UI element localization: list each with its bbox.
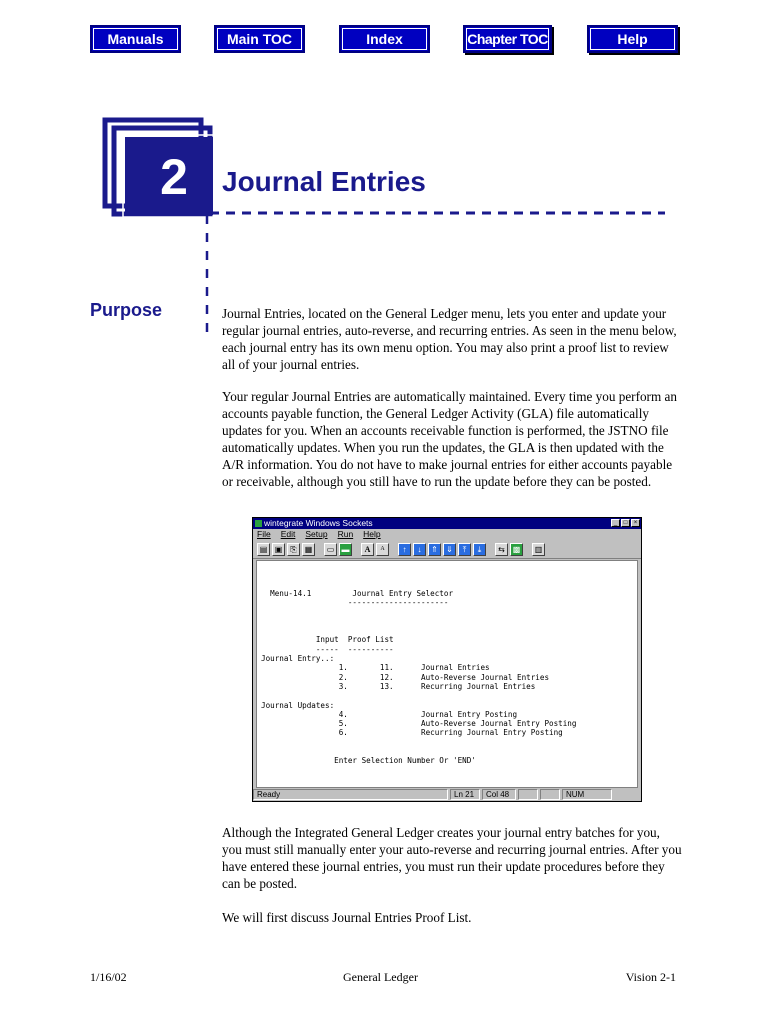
footer-page: Vision 2-1 bbox=[625, 970, 676, 984]
window-titlebar bbox=[253, 518, 641, 529]
chapter-title: Journal Entries bbox=[222, 166, 426, 197]
menu-setup[interactable]: Setup bbox=[305, 529, 328, 539]
main-toc-button[interactable]: Main TOC bbox=[214, 25, 305, 53]
paragraph-batches: Although the Integrated General Ledger creates your journal entry batches for you, you must still manually enter your auto-reverse and recurring journal entries. After you have entered these journal entries, you must run their update procedures before they can be posted. bbox=[222, 825, 682, 891]
help-button[interactable]: Help bbox=[587, 25, 678, 53]
index-button[interactable]: Index bbox=[339, 25, 430, 53]
minimize-icon[interactable]: _ bbox=[611, 519, 620, 527]
copy-icon[interactable]: ⎘ bbox=[287, 543, 300, 556]
font-large-icon[interactable]: A bbox=[361, 543, 374, 556]
footer-date: 1/16/02 bbox=[90, 970, 127, 984]
status-ready: Ready bbox=[253, 789, 448, 800]
terminal-screen[interactable] bbox=[256, 560, 638, 788]
status-column: Col 48 bbox=[482, 789, 516, 800]
paragraph-intro: Journal Entries, located on the General Ledger menu, lets you enter and update your regular journal entries, auto-reverse, and recurring entries. As seen in the menu below, each journal entry has its own menu option. You may also print a proof list to review all of your journal entries. bbox=[222, 306, 677, 372]
print-icon[interactable]: ▥ bbox=[532, 543, 545, 556]
connect-icon[interactable]: ⇆ bbox=[495, 543, 508, 556]
app-icon bbox=[255, 520, 262, 527]
screen-icon[interactable]: ▭ bbox=[324, 543, 337, 556]
save-icon[interactable]: ▣ bbox=[272, 543, 285, 556]
status-blank-1 bbox=[518, 789, 538, 800]
page-up-icon[interactable]: ⇑ bbox=[428, 543, 441, 556]
status-blank-2 bbox=[540, 789, 560, 800]
chapter-toc-button[interactable]: Chapter TOC bbox=[463, 25, 552, 53]
paragraph-maintenance: Your regular Journal Entries are automatically maintained. Every time you perform an accounts payable function, the General Ledger Activity (GLA) file automatically updates for you. When an accounts receivable function is performed, the JSTNO file automatically updates. When you run the updates, the GLA is then updated with the A/R information. You do not have to make journal entries for either accounts payable or receivable, although you still have to run the update before they can be posted. bbox=[222, 389, 677, 489]
bottom-icon[interactable]: ⤓ bbox=[473, 543, 486, 556]
menu-help[interactable]: Help bbox=[363, 529, 381, 539]
terminal-menu-text: Menu-14.1 Journal Entry Selector ---------------------- Input Proof List ----- ---------- Journal Entry..: 1. 11. Journal Entries 2. 12. Auto-Reverse Journal Entries 3. 13. Recurring Journal Entries Journal Updates: 4. Journal Entry Posting 5. Auto-Reverse Journal Entry Posting 6. Recurring Journal Entry Posting Enter Selection Number Or 'END' bbox=[261, 589, 577, 766]
menu-run[interactable]: Run bbox=[337, 529, 354, 539]
top-icon[interactable]: ⤒ bbox=[458, 543, 471, 556]
chapter-number: 2 bbox=[160, 149, 188, 205]
arrow-up-icon[interactable]: ↑ bbox=[398, 543, 411, 556]
window-title: wintegrate Windows Sockets bbox=[264, 518, 373, 528]
paragraph-next: We will first discuss Journal Entries Proof List. bbox=[222, 910, 472, 925]
paste-icon[interactable]: ▦ bbox=[302, 543, 315, 556]
display-icon[interactable]: ▬ bbox=[339, 543, 352, 556]
menu-file[interactable]: File bbox=[257, 529, 271, 539]
status-line: Ln 21 bbox=[450, 789, 480, 800]
maximize-icon[interactable]: □ bbox=[621, 519, 630, 527]
toolbar bbox=[253, 540, 641, 559]
arrow-down-icon[interactable]: ↓ bbox=[413, 543, 426, 556]
menu-edit[interactable]: Edit bbox=[280, 529, 296, 539]
font-small-icon[interactable]: A bbox=[376, 543, 389, 556]
menu-bar bbox=[253, 529, 641, 540]
open-icon[interactable]: ▤ bbox=[257, 543, 270, 556]
status-num: NUM bbox=[562, 789, 612, 800]
close-icon[interactable]: × bbox=[631, 519, 640, 527]
manuals-button[interactable]: Manuals bbox=[90, 25, 181, 53]
footer-title: General Ledger bbox=[343, 970, 418, 984]
network-icon[interactable]: ▩ bbox=[510, 543, 523, 556]
page-down-icon[interactable]: ⇓ bbox=[443, 543, 456, 556]
status-bar bbox=[253, 789, 641, 801]
terminal-window bbox=[252, 517, 642, 802]
section-heading-purpose: Purpose bbox=[90, 300, 163, 320]
